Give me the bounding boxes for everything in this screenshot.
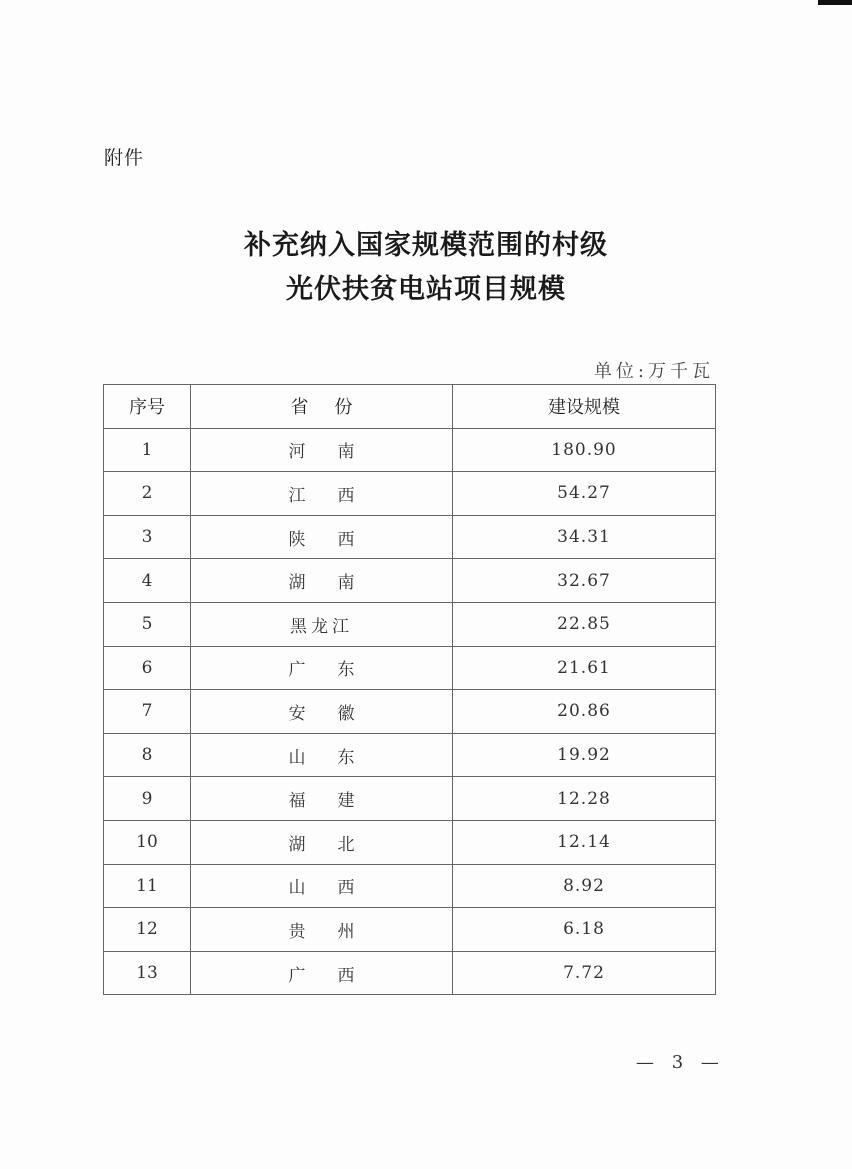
row-province: 贵州 <box>191 908 453 952</box>
row-scale: 7.72 <box>453 951 716 995</box>
row-province: 广西 <box>191 951 453 995</box>
row-index: 7 <box>104 690 191 734</box>
row-index: 8 <box>104 733 191 777</box>
row-province: 安徽 <box>191 690 453 734</box>
row-scale: 20.86 <box>453 690 716 734</box>
table-row <box>104 908 716 952</box>
row-scale: 8.92 <box>453 864 716 908</box>
row-index: 3 <box>104 515 191 559</box>
row-scale: 32.67 <box>453 559 716 603</box>
row-province: 河南 <box>191 428 453 472</box>
scale-table <box>103 384 716 995</box>
row-index: 13 <box>104 951 191 995</box>
header-scale: 建设规模 <box>453 385 716 429</box>
row-province: 黑龙江 <box>191 602 453 646</box>
header-province: 省份 <box>191 385 453 429</box>
table-row <box>104 472 716 516</box>
corner-mark <box>818 0 852 5</box>
row-index: 6 <box>104 646 191 690</box>
row-index: 2 <box>104 472 191 516</box>
row-province: 福建 <box>191 777 453 821</box>
row-scale: 22.85 <box>453 602 716 646</box>
document-title <box>0 224 852 312</box>
table-header-row <box>104 385 716 429</box>
row-index: 5 <box>104 602 191 646</box>
table-row <box>104 864 716 908</box>
row-index: 12 <box>104 908 191 952</box>
table-row <box>104 559 716 603</box>
title-line-2: 光伏扶贫电站项目规模 <box>286 274 566 305</box>
table-row <box>104 690 716 734</box>
table-row <box>104 820 716 864</box>
table-row <box>104 733 716 777</box>
unit-note: 单位:万千瓦 <box>593 361 714 382</box>
table-row <box>104 515 716 559</box>
table-body <box>104 428 716 995</box>
row-scale: 6.18 <box>453 908 716 952</box>
row-scale: 12.28 <box>453 777 716 821</box>
row-index: 1 <box>104 428 191 472</box>
annex-label: 附件 <box>104 147 145 169</box>
row-province: 湖北 <box>191 820 453 864</box>
table-row <box>104 951 716 995</box>
row-province: 山西 <box>191 864 453 908</box>
table-row <box>104 602 716 646</box>
row-province: 广东 <box>191 646 453 690</box>
row-index: 10 <box>104 820 191 864</box>
row-scale: 180.90 <box>453 428 716 472</box>
row-index: 11 <box>104 864 191 908</box>
table-row <box>104 646 716 690</box>
row-index: 4 <box>104 559 191 603</box>
table-row <box>104 777 716 821</box>
table-row <box>104 428 716 472</box>
page-number: — 3 — <box>636 1052 725 1073</box>
row-scale: 54.27 <box>453 472 716 516</box>
row-province: 山东 <box>191 733 453 777</box>
row-province: 湖南 <box>191 559 453 603</box>
row-scale: 21.61 <box>453 646 716 690</box>
title-line-1: 补充纳入国家规模范围的村级 <box>244 230 608 261</box>
row-scale: 19.92 <box>453 733 716 777</box>
row-province: 陕西 <box>191 515 453 559</box>
header-index: 序号 <box>104 385 191 429</box>
row-index: 9 <box>104 777 191 821</box>
row-province: 江西 <box>191 472 453 516</box>
row-scale: 12.14 <box>453 820 716 864</box>
row-scale: 34.31 <box>453 515 716 559</box>
